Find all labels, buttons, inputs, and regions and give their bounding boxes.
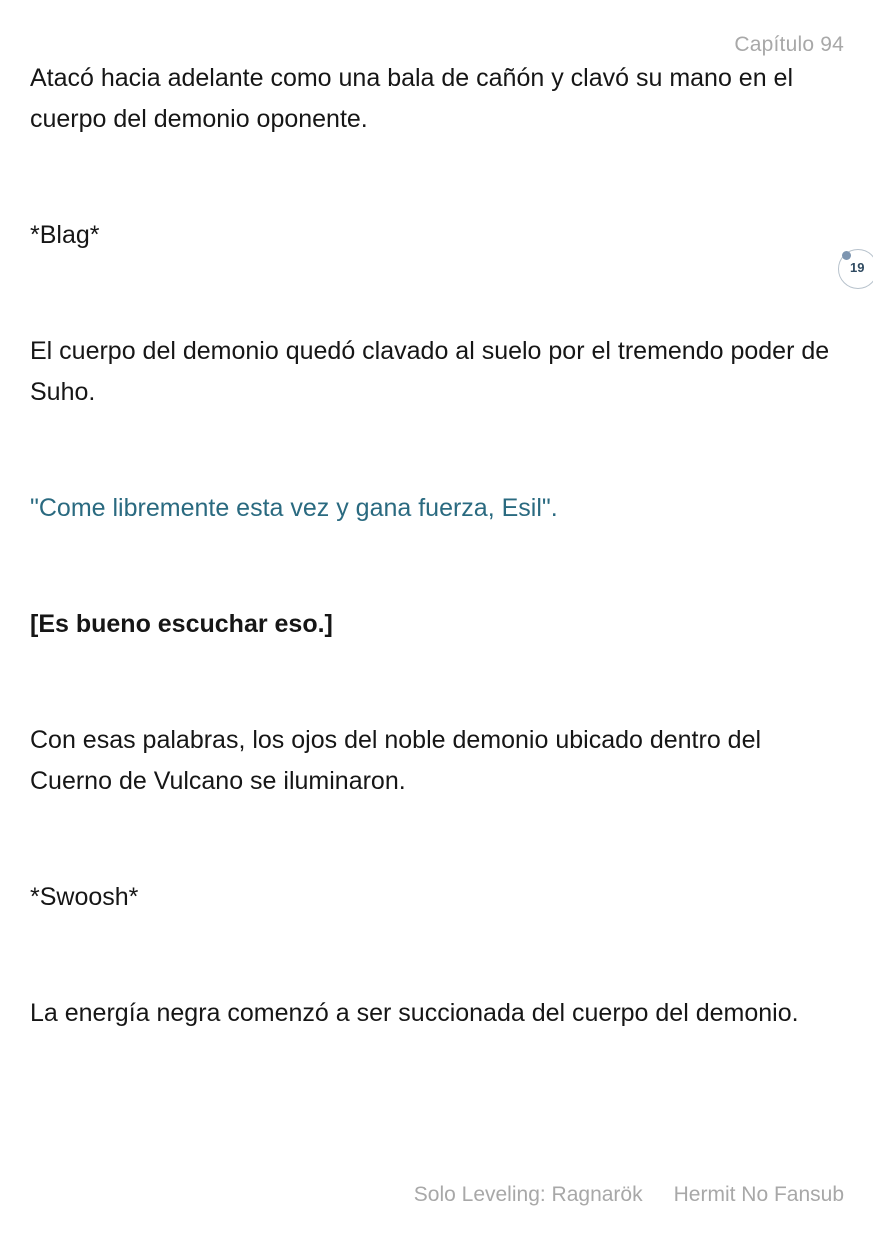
translator-credit: Hermit No Fansub xyxy=(673,1183,844,1206)
paragraph-sfx-blag: *Blag* xyxy=(30,221,100,249)
book-title: Solo Leveling: Ragnarök xyxy=(413,1183,643,1206)
paragraph-1: Atacó hacia adelante como una bala de cañón y clavó su mano en el cuerpo del demonio oponente. xyxy=(30,64,794,133)
page-number-marker[interactable] xyxy=(838,249,873,289)
paragraph-2: El cuerpo del demonio quedó clavado al suelo por el tremendo poder de Suho. xyxy=(30,337,830,406)
paragraph-sfx-swoosh: *Swoosh* xyxy=(30,883,139,911)
paragraph-4: La energía negra comenzó a ser succionada del cuerpo del demonio. xyxy=(30,999,799,1027)
paragraph-3: Con esas palabras, los ojos del noble demonio ubicado dentro del Cuerno de Vulcano se iluminaron. xyxy=(30,726,762,795)
chapter-label: Capítulo 94 xyxy=(734,33,844,56)
marker-dot-icon xyxy=(842,251,851,260)
page-number: 19 xyxy=(850,260,865,275)
footer xyxy=(414,1183,844,1207)
dialogue-line: "Come libremente esta vez y gana fuerza, Esil". xyxy=(30,494,558,522)
text-body xyxy=(30,58,830,1034)
bracket-line: [Es bueno escuchar eso.] xyxy=(30,610,333,638)
